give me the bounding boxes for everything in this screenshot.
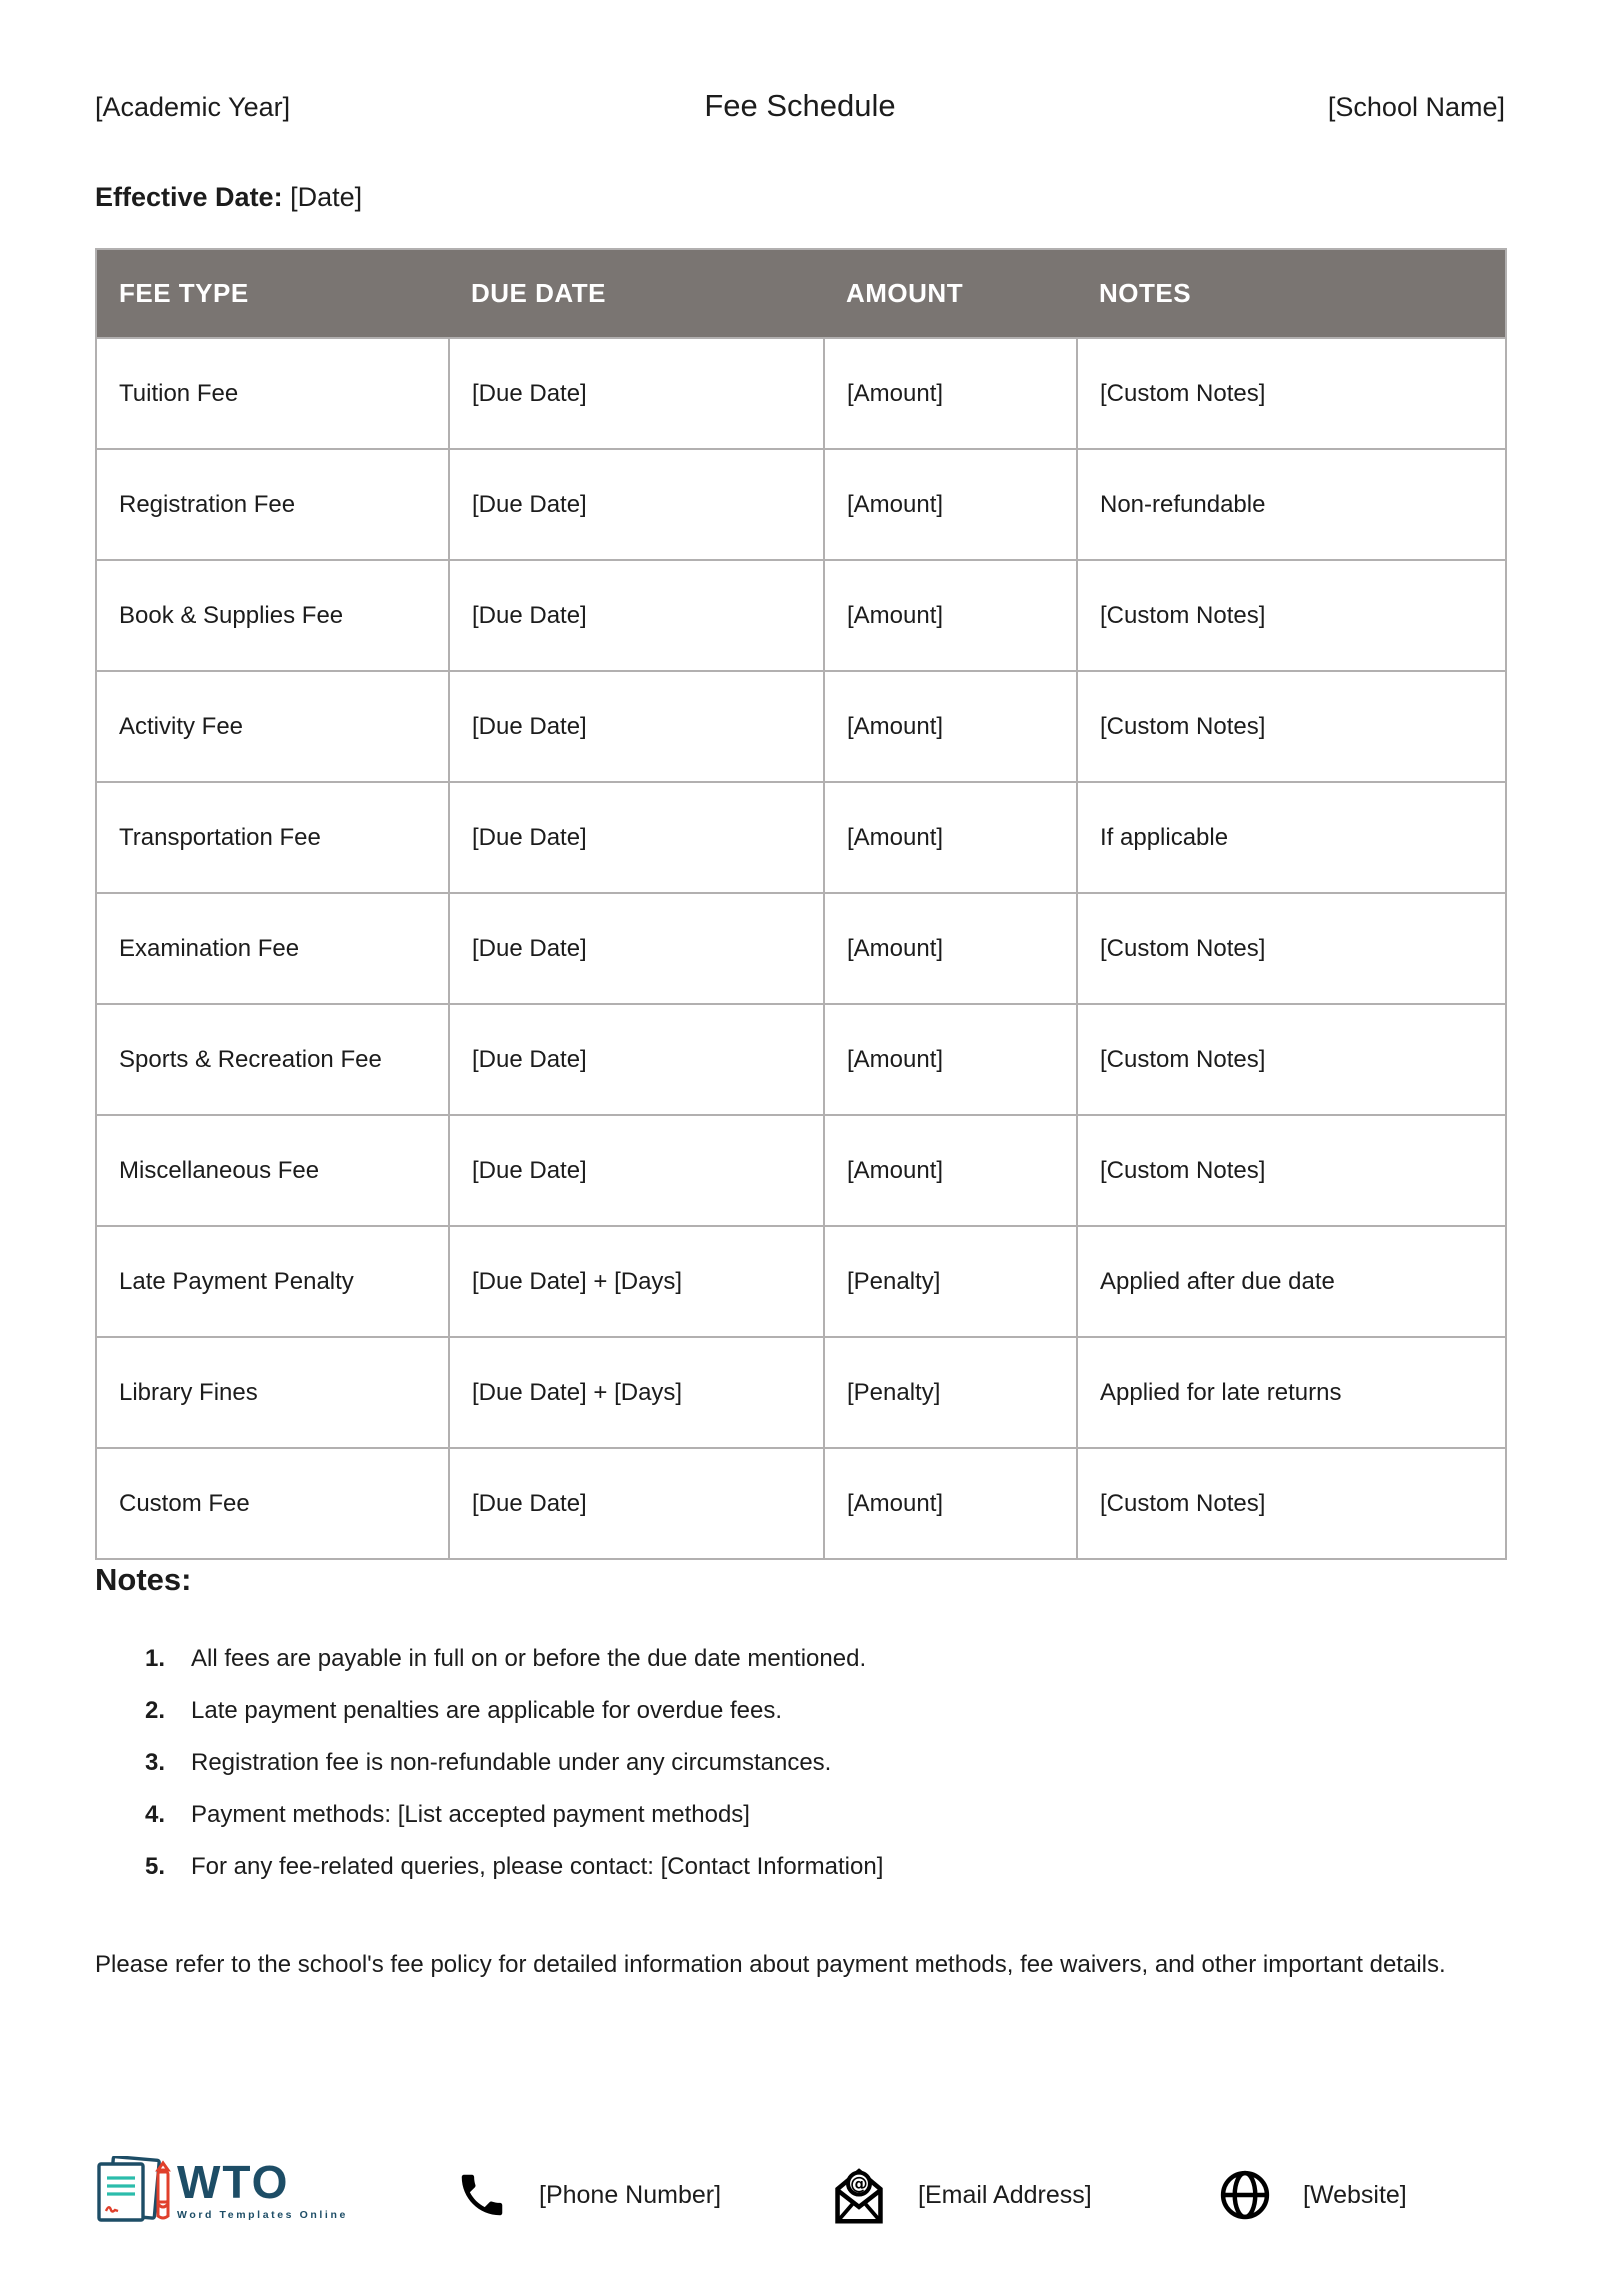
table-cell: Applied for late returns [1077, 1337, 1506, 1448]
note-item-number: 4. [145, 1801, 166, 1828]
effective-date-value: [Date] [290, 182, 363, 212]
fee-table-body [96, 338, 1506, 1559]
table-cell: [Amount] [824, 338, 1077, 449]
table-cell: Book & Supplies Fee [96, 560, 449, 671]
table-cell: [Custom Notes] [1077, 671, 1506, 782]
table-cell: [Custom Notes] [1077, 1004, 1506, 1115]
table-row [96, 1115, 1506, 1226]
notes-list [95, 1642, 1505, 1902]
table-cell: [Amount] [824, 782, 1077, 893]
phone-icon [455, 2168, 509, 2222]
email-icon [830, 2164, 888, 2226]
note-item [95, 1694, 1505, 1727]
table-cell: [Amount] [824, 893, 1077, 1004]
table-cell: [Due Date] [449, 449, 824, 560]
table-row [96, 671, 1506, 782]
table-cell: [Due Date] [449, 1115, 824, 1226]
table-cell: [Custom Notes] [1077, 1448, 1506, 1559]
note-item [95, 1746, 1505, 1779]
page-footer [95, 2156, 1505, 2246]
table-cell: Late Payment Penalty [96, 1226, 449, 1337]
header-row [96, 249, 1506, 338]
table-cell: Library Fines [96, 1337, 449, 1448]
wto-logo-text [177, 2156, 348, 2221]
effective-date-label: Effective Date: [95, 182, 283, 212]
table-cell: [Due Date] [449, 338, 824, 449]
column-header-notes: NOTES [1077, 249, 1506, 338]
wto-logo-papers-icon [95, 2156, 173, 2228]
note-item-text: Payment methods: [List accepted payment methods] [191, 1801, 750, 1828]
table-cell: [Custom Notes] [1077, 1115, 1506, 1226]
table-cell: [Custom Notes] [1077, 338, 1506, 449]
wto-logo-tagline: Word Templates Online [177, 2209, 348, 2221]
table-cell: [Due Date] [449, 782, 824, 893]
website-contact [1217, 2156, 1407, 2234]
note-item-number: 5. [145, 1853, 166, 1880]
table-row [96, 1448, 1506, 1559]
table-cell: Sports & Recreation Fee [96, 1004, 449, 1115]
fee-schedule-table [95, 248, 1507, 1560]
note-item-text: Registration fee is non-refundable under any circumstances. [191, 1749, 832, 1776]
table-cell: Examination Fee [96, 893, 449, 1004]
fee-table-head [96, 249, 1506, 338]
table-row [96, 449, 1506, 560]
table-cell: If applicable [1077, 782, 1506, 893]
note-item-text: Late payment penalties are applicable for overdue fees. [191, 1697, 783, 1724]
note-item-number: 1. [145, 1645, 166, 1672]
table-row [96, 1337, 1506, 1448]
table-cell: [Amount] [824, 1115, 1077, 1226]
email-address-placeholder: [Email Address] [918, 2180, 1092, 2209]
table-cell: [Penalty] [824, 1226, 1077, 1337]
page-title: Fee Schedule [704, 88, 896, 123]
column-header-due-date: DUE DATE [449, 249, 824, 338]
academic-year-placeholder: [Academic Year] [95, 92, 291, 122]
table-cell: Transportation Fee [96, 782, 449, 893]
wto-logo-acronym: WTO [177, 2156, 290, 2208]
table-cell: [Due Date] + [Days] [449, 1337, 824, 1448]
table-cell: Tuition Fee [96, 338, 449, 449]
table-cell: [Amount] [824, 1004, 1077, 1115]
table-cell: [Amount] [824, 560, 1077, 671]
column-header-amount: AMOUNT [824, 249, 1077, 338]
table-cell: Custom Fee [96, 1448, 449, 1559]
table-cell: [Due Date] [449, 560, 824, 671]
table-cell: [Due Date] [449, 671, 824, 782]
effective-date-line [95, 182, 362, 213]
table-cell: [Due Date] + [Days] [449, 1226, 824, 1337]
table-cell: [Custom Notes] [1077, 893, 1506, 1004]
table-cell: [Custom Notes] [1077, 560, 1506, 671]
note-item-text: For any fee-related queries, please contact: [Contact Information] [191, 1853, 884, 1880]
website-placeholder: [Website] [1303, 2180, 1407, 2209]
svg-text:@: @ [850, 2174, 868, 2195]
table-cell: [Amount] [824, 449, 1077, 560]
table-cell: [Penalty] [824, 1337, 1077, 1448]
table-cell: [Due Date] [449, 1448, 824, 1559]
globe-icon [1217, 2167, 1273, 2223]
table-cell: Non-refundable [1077, 449, 1506, 560]
phone-contact [455, 2156, 721, 2234]
table-cell: [Amount] [824, 1448, 1077, 1559]
table-cell: Applied after due date [1077, 1226, 1506, 1337]
column-header-fee-type: FEE TYPE [96, 249, 449, 338]
email-contact [830, 2156, 1092, 2234]
table-row [96, 782, 1506, 893]
table-row [96, 1226, 1506, 1337]
note-item-number: 3. [145, 1749, 166, 1776]
table-row [96, 1004, 1506, 1115]
phone-number-placeholder: [Phone Number] [539, 2180, 722, 2209]
table-row [96, 560, 1506, 671]
notes-heading: Notes: [95, 1562, 192, 1597]
table-cell: Activity Fee [96, 671, 449, 782]
table-row [96, 338, 1506, 449]
note-item [95, 1798, 1505, 1831]
wto-logo [95, 2156, 348, 2228]
table-cell: Registration Fee [96, 449, 449, 560]
table-cell: [Amount] [824, 671, 1077, 782]
note-item [95, 1642, 1505, 1675]
note-item-number: 2. [145, 1697, 166, 1724]
table-cell: [Due Date] [449, 893, 824, 1004]
note-item [95, 1850, 1505, 1883]
note-item-text: All fees are payable in full on or before the due date mentioned. [191, 1645, 867, 1672]
school-name-placeholder: [School Name] [1327, 92, 1505, 122]
table-cell: [Due Date] [449, 1004, 824, 1115]
document-header [95, 88, 1505, 124]
table-row [96, 893, 1506, 1004]
table-cell: Miscellaneous Fee [96, 1115, 449, 1226]
closing-paragraph: Please refer to the school's fee policy for detailed information about payment methods, fee waivers, and other important details. [95, 1951, 1446, 1978]
